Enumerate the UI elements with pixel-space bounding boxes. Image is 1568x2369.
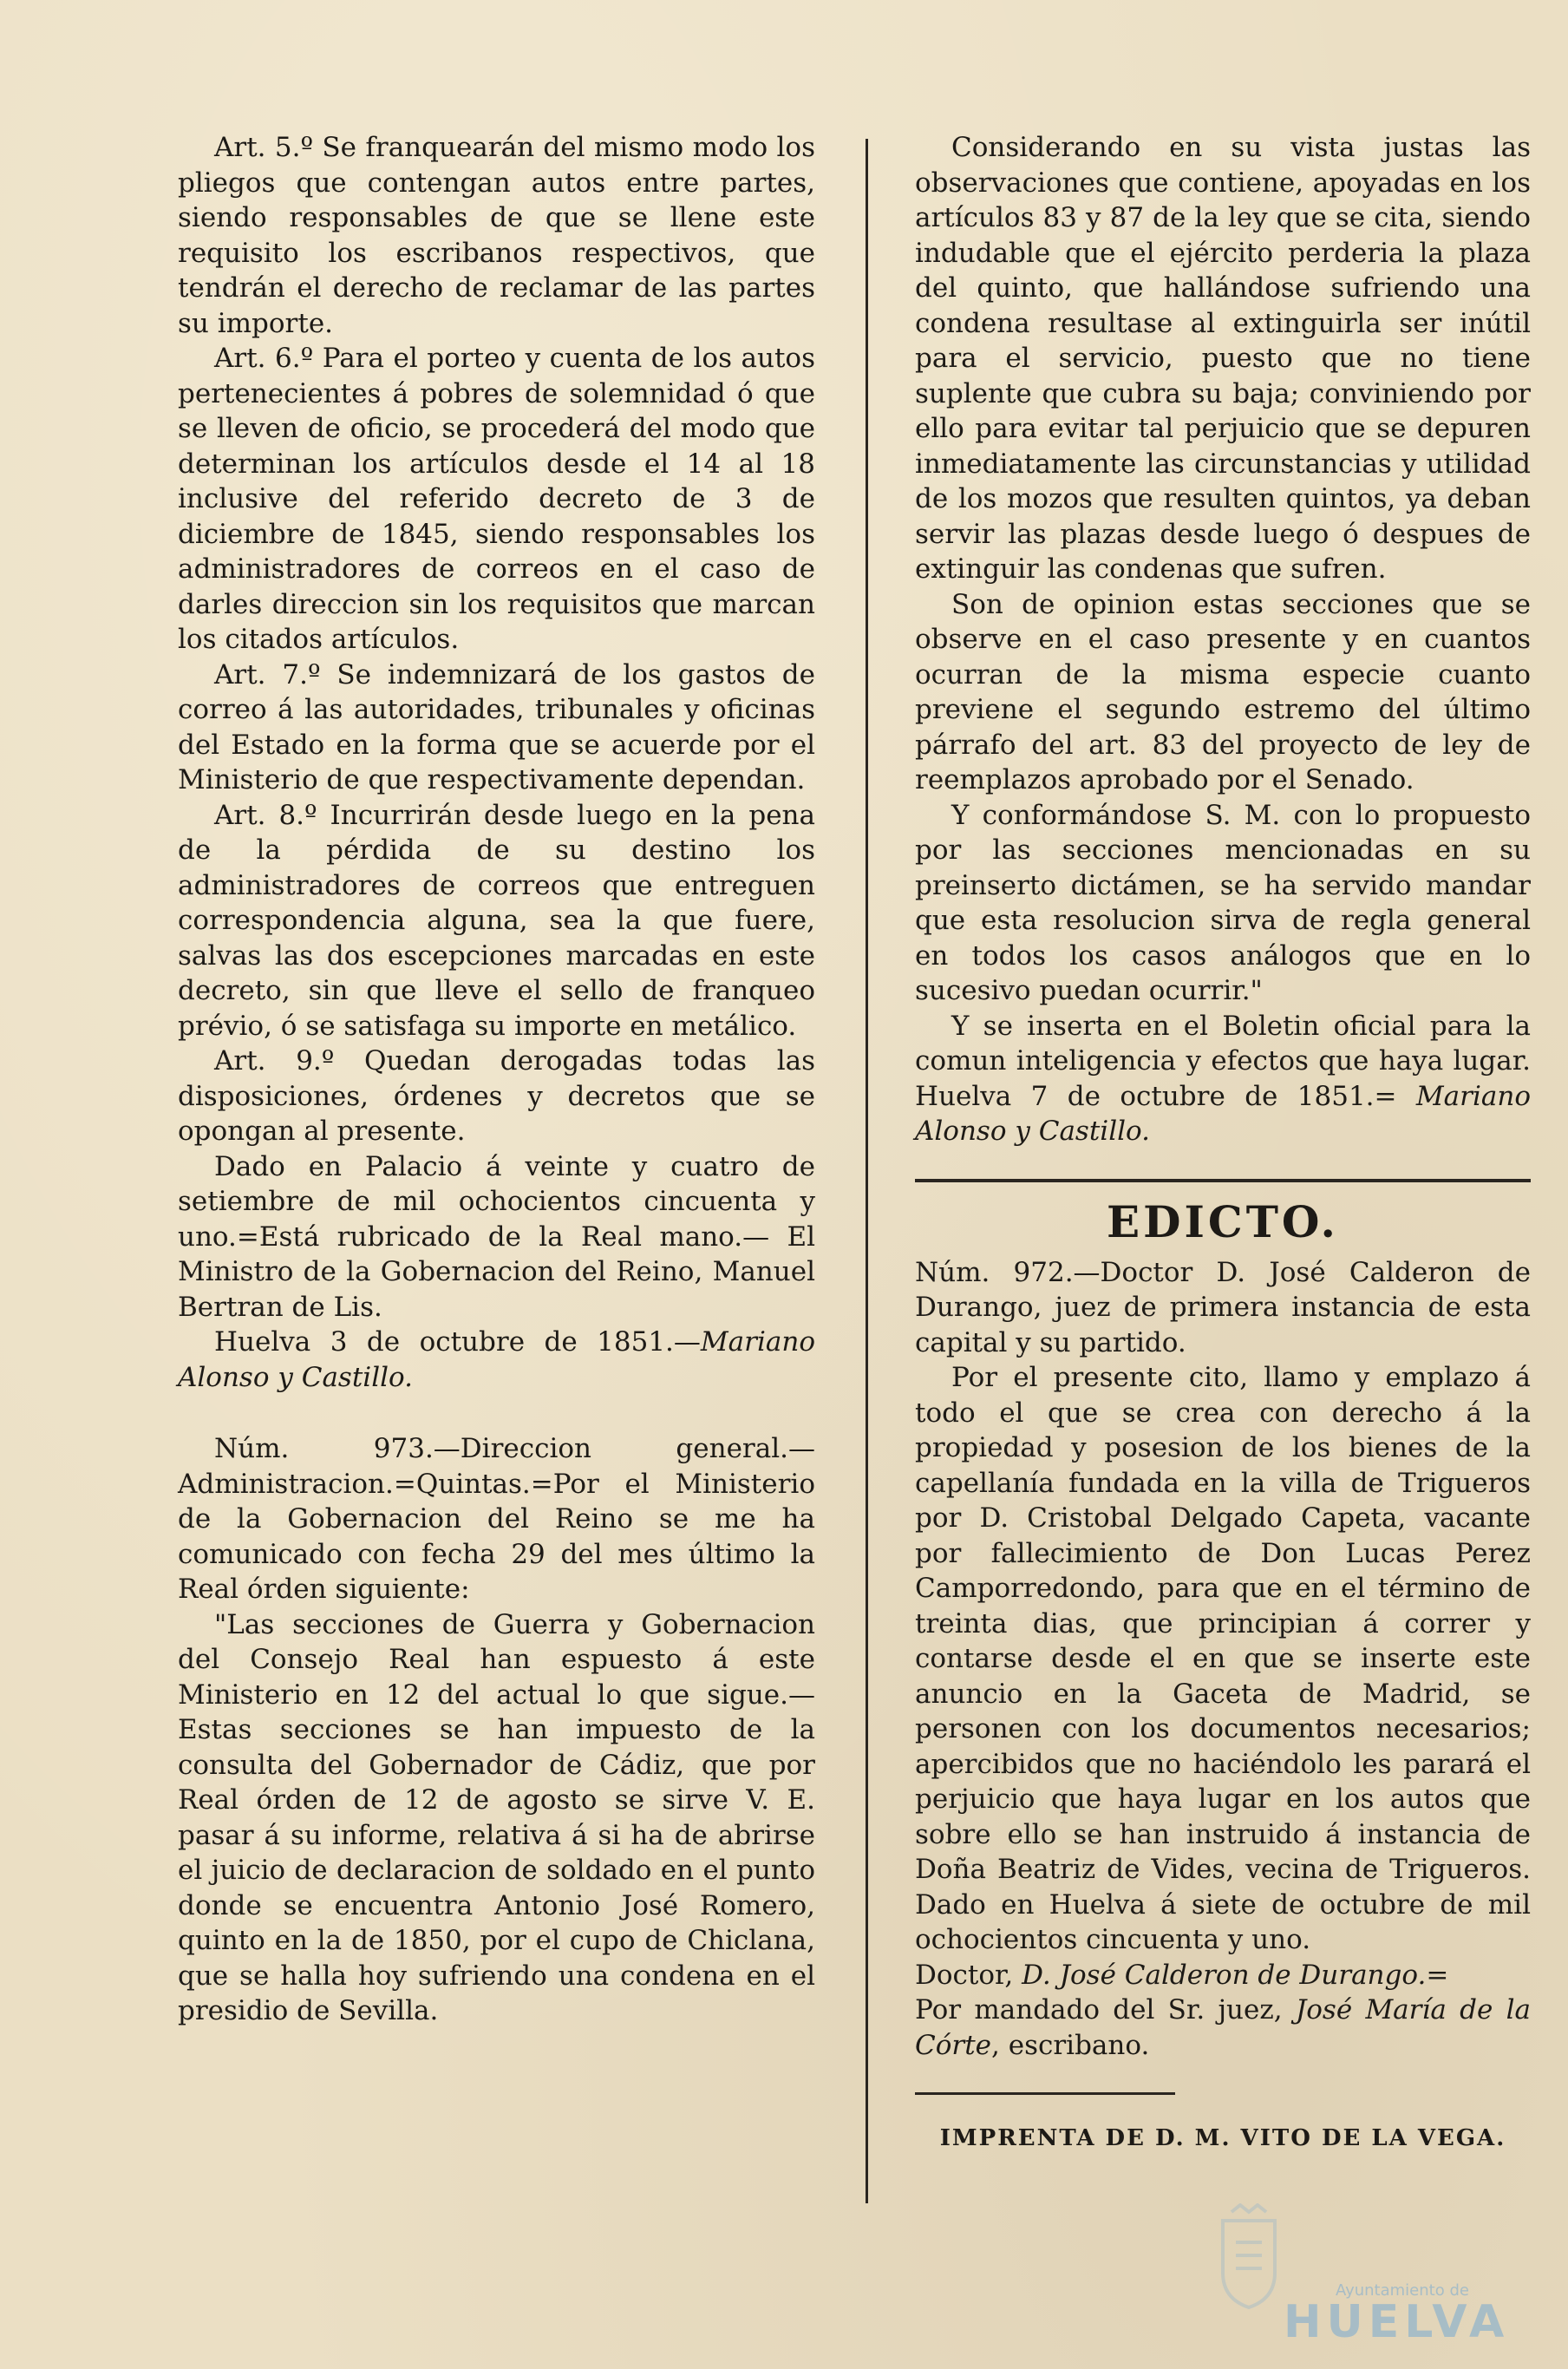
imprenta-line: IMPRENTA DE D. M. VITO DE LA VEGA. (939, 2125, 1506, 2151)
num-973: Núm. 973.—Direccion general.—Administracion.=Quintas.=Por el Ministerio de la Gobernacion del Reino se me ha comunicado con fecha 29 del mes último la Real órden siguiente: (178, 1433, 815, 1605)
article-5: Art. 5.º Se franquearán del mismo modo los pliegos que contengan autos entre partes, siendo responsables de que se llene este requisito los escribanos respectivos, que tendrán el derecho de reclamar de las partes su importe. (178, 132, 815, 339)
column-divider (866, 139, 868, 2203)
edicto-signature-1 (915, 1958, 1531, 1993)
real-orden-quote: "Las secciones de Guerra y Gobernacion del Consejo Real han espuesto á este Ministerio en 12 del actual lo que sigue.—Estas secciones se han impuesto de la consulta del Gobernador de Cádiz, que por Real órden de 12 de agosto se sirve V. E. pasar á su informe, relativa á si ha de abrirse el juicio de declaracion de soldado en el punto donde se encuentra Antonio José Romero, quinto en la de 1850, por el cupo de Chiclana, que se halla hoy sufriendo una condena en el presidio de Sevilla. (178, 1608, 815, 2026)
edicto-sign2-tail: , escribano. (991, 2029, 1150, 2061)
left-signature (178, 1325, 815, 1395)
left-signature-date: Huelva 3 de octubre de 1851.— (214, 1326, 701, 1358)
article-9: Art. 9.º Quedan derogadas todas las disposiciones, órdenes y decretos que se opongan al presente. (178, 1045, 815, 1147)
edicto-sign2-name: José María de la Córte (915, 1994, 1532, 2061)
left-column (178, 130, 815, 2029)
considerando: Considerando en su vista justas las observaciones que contiene, apoyadas en los artículos 83 y 87 de la ley que se cita, siendo indudable que el ejército perderia la plaza del quinto, que hallándose sufriendo una condena resultase al extinguirla ser inútil para el servicio, puesto que no tiene suplente que cubra su baja; conviniendo por ello para evitar tal perjuicio que se depuren inmediatamente las circunstancias y utilidad de los mozos que resulten quintos, ya deban servir las plazas desde luego ó despues de extinguir las condenas que sufren. (915, 132, 1531, 585)
imprenta-rule (915, 2092, 1175, 2095)
conformandose: Y conformándose S. M. con lo propuesto por las secciones mencionadas en su preinserto dictámen, se ha servido mandar que esta resolucion sirva de regla general en todos los casos análogos que en lo sucesivo puedan ocurrir." (915, 799, 1531, 1006)
article-8: Art. 8.º Incurrirán desde luego en la pena de la pérdida de su destino los administradores de correos que entreguen correspondencia alguna, sea la que fuere, salvas las dos escepciones marcadas en este decreto, sin que lleve el sello de franqueo prévio, ó se satisfaga su importe en metálico. (178, 799, 815, 1042)
edicto-sign2-label: Por mandado del Sr. juez, (915, 1994, 1296, 2025)
right-signature-name: Mariano Alonso y Castillo. (915, 1080, 1531, 1147)
edicto-sign1-label: Doctor, (915, 1959, 1022, 1991)
article-6: Art. 6.º Para el porteo y cuenta de los autos pertenecientes á pobres de solemnidad ó que se lleven de oficio, se procederá del modo que determinan los artículos desde el 14 al 18 inclusive del referido decreto de 3 de diciembre de 1845, siendo responsables los administradores de correos en el caso de darles direccion sin los requisitos que marcan los citados artículos. (178, 343, 815, 655)
boletin-insert (915, 1009, 1531, 1149)
watermark-subtitle: Ayuntamiento de (1336, 2281, 1469, 2300)
opinion: Son de opinion estas secciones que se observe en el caso presente y en cuantos ocurran de la misma especie cuanto previene el segundo estremo del último párrafo del art. 83 del proyecto de ley de reemplazos aprobado por el Senado. (915, 588, 1531, 795)
article-7: Art. 7.º Se indemnizará de los gastos de correo á las autoridades, tribunales y oficinas del Estado en la forma que se acuerde por el Ministerio de que respectivamente dependan. (178, 658, 815, 795)
decree-closing: Dado en Palacio á veinte y cuatro de setiembre de mil ochocientos cincuenta y uno.=Está rubricado de la Real mano.— El Ministro de la Gobernacion del Reino, Manuel Bertran de Lis. (178, 1150, 815, 1323)
edicto-intro: Núm. 972.—Doctor D. José Calderon de Durango, juez de primera instancia de esta capital y su partido. (915, 1256, 1531, 1358)
edicto-body: Por el presente cito, llamo y emplazo á todo el que se crea con derecho á la propiedad y posesion de los bienes de la capellanía fundada en la villa de Trigueros por D. Cristobal Delgado Capeta, vacante por fallecimiento de Don Lucas Perez Camporredondo, para que en el término de treinta dias, que principian á correr y contarse desde el en que se inserte este anuncio en la Gaceta de Madrid, se personen con los documentos necesarios; apercibidos que no haciéndolo les parará el perjuicio que haya lugar en los autos que sobre ello se han instruido á instancia de Doña Beatriz de Vides, vecina de Trigueros. Dado en Huelva á siete de octubre de mil ochocientos cincuenta y uno. (915, 1362, 1531, 1955)
edicto-sign1-name: D. José Calderon de Durango.= (1022, 1959, 1449, 1991)
edicto-signature-2 (915, 1993, 1531, 2063)
boletin-insert-text: Y se inserta en el Boletin oficial para la comun inteligencia y efectos que haya lugar. Huelva 7 de octubre de 1851.= (915, 1010, 1531, 1112)
right-column (915, 130, 1531, 2156)
edicto-heading: EDICTO. (1107, 1195, 1339, 1247)
left-signature-name: Mariano Alonso y Castillo. (178, 1326, 815, 1393)
watermark-title: HUELVA (1284, 2296, 1510, 2348)
watermark (1284, 2281, 1510, 2348)
section-rule (915, 1179, 1531, 1182)
